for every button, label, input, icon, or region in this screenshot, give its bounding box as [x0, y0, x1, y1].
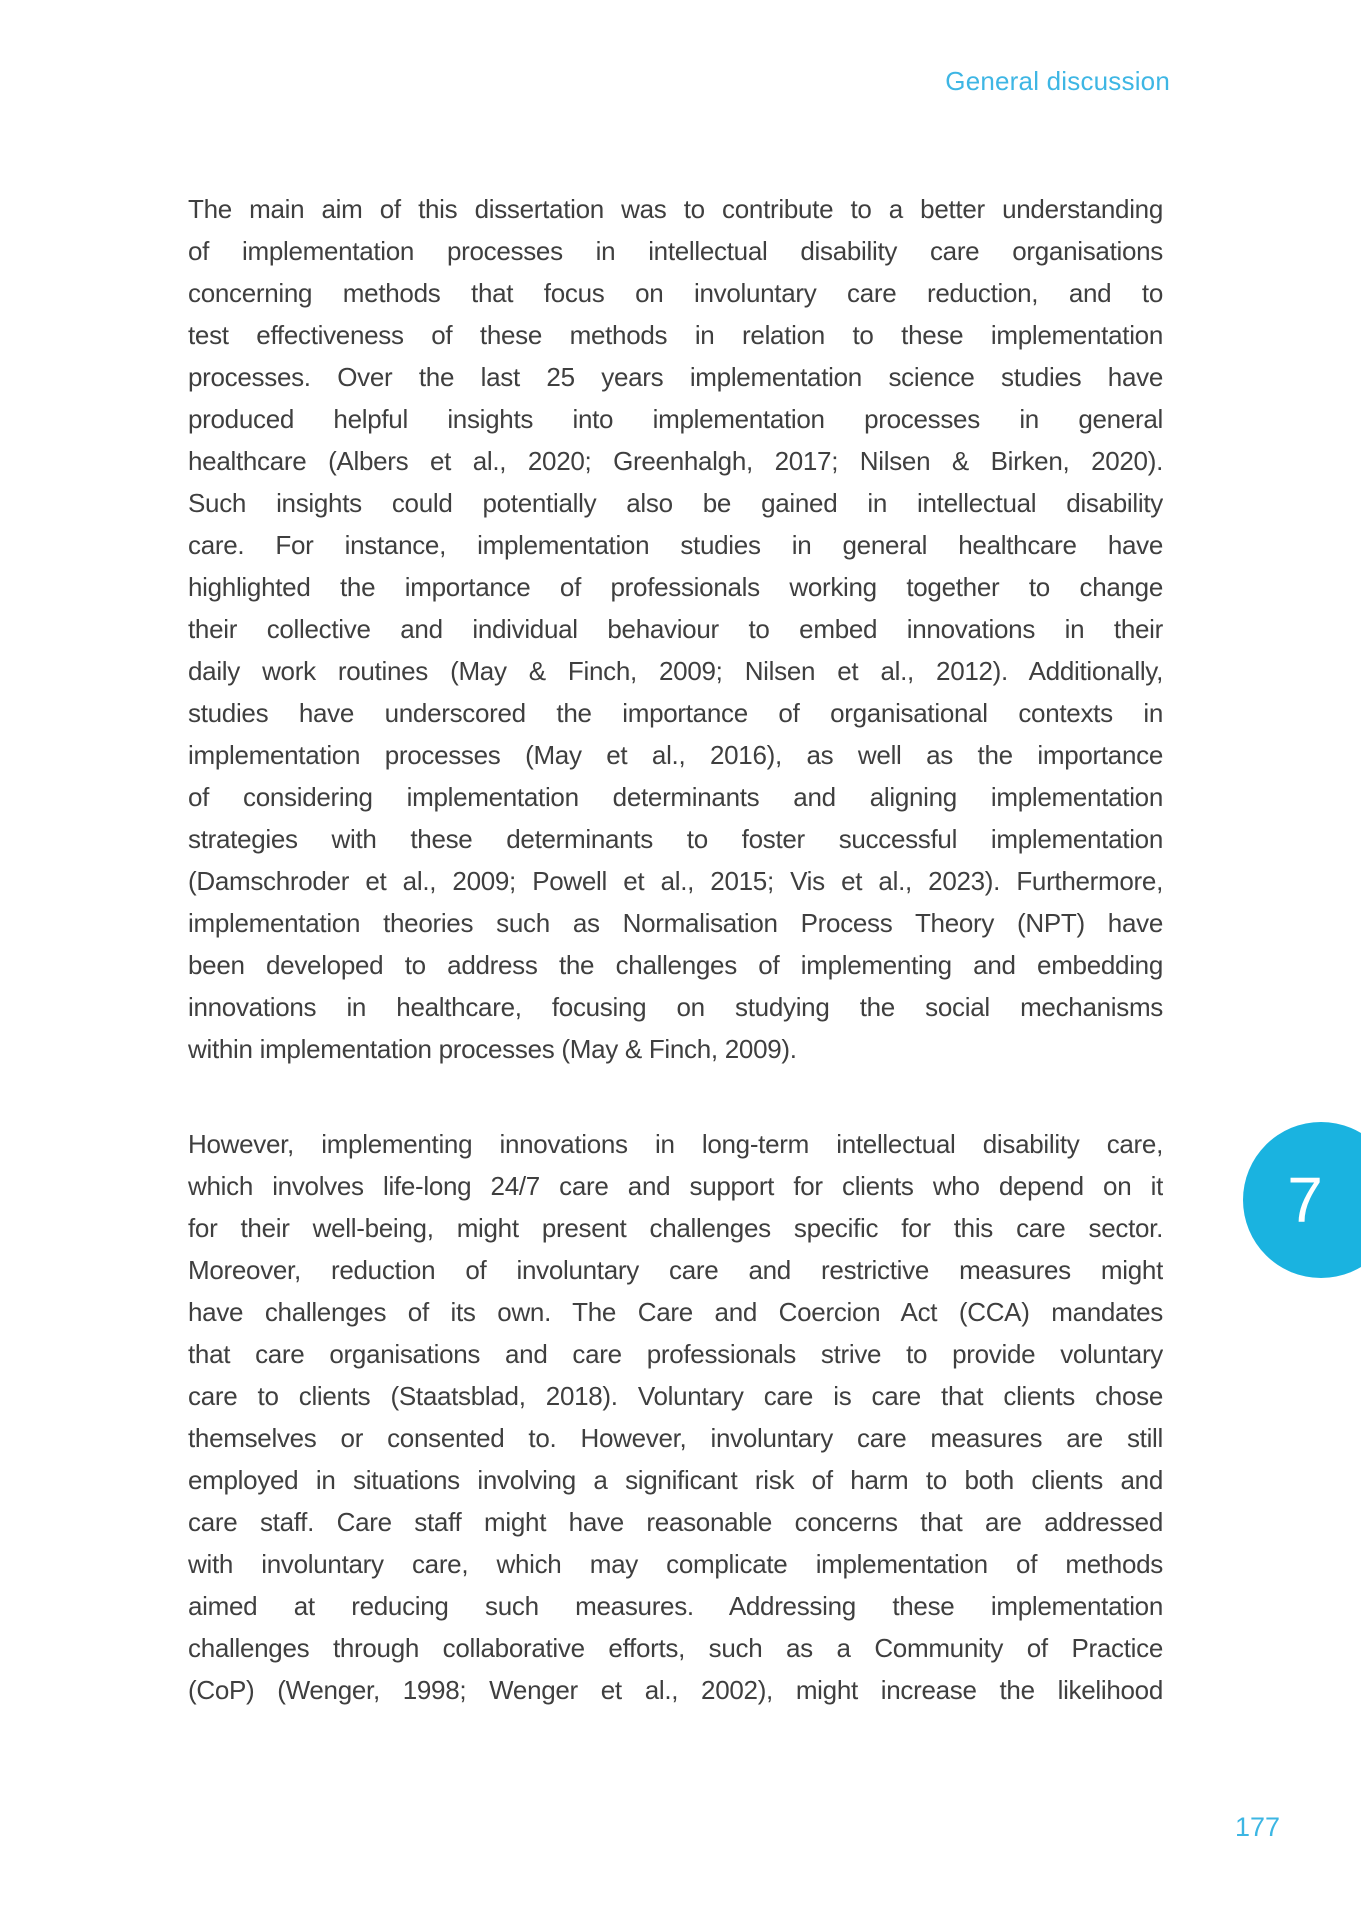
- text-line: studies have underscored the importance of organisational contexts in: [188, 698, 1163, 728]
- text-line: care. For instance, implementation studies in general healthcare have: [188, 530, 1163, 560]
- text-line: within implementation processes (May & Finch, 2009).: [188, 1034, 797, 1064]
- paragraph: [188, 1123, 1163, 1711]
- text-line: (CoP) (Wenger, 1998; Wenger et al., 2002), might increase the likelihood: [188, 1675, 1163, 1705]
- text-line: of implementation processes in intellectual disability care organisations: [188, 236, 1163, 266]
- text-line: However, implementing innovations in long-term intellectual disability care,: [188, 1129, 1163, 1159]
- text-line: care to clients (Staatsblad, 2018). Voluntary care is care that clients chose: [188, 1381, 1163, 1411]
- text-line: highlighted the importance of professionals working together to change: [188, 572, 1163, 602]
- text-line: (Damschroder et al., 2009; Powell et al., 2015; Vis et al., 2023). Furthermore,: [188, 866, 1163, 896]
- text-line: strategies with these determinants to foster successful implementation: [188, 824, 1163, 854]
- text-line: produced helpful insights into implementation processes in general: [188, 404, 1163, 434]
- text-line: daily work routines (May & Finch, 2009; Nilsen et al., 2012). Additionally,: [188, 656, 1163, 686]
- text-line: challenges through collaborative efforts, such as a Community of Practice: [188, 1633, 1163, 1663]
- text-line: The main aim of this dissertation was to contribute to a better understanding: [188, 194, 1163, 224]
- text-line: of considering implementation determinants and aligning implementation: [188, 782, 1163, 812]
- text-line: implementation theories such as Normalisation Process Theory (NPT) have: [188, 908, 1163, 938]
- text-line: Such insights could potentially also be gained in intellectual disability: [188, 488, 1163, 518]
- text-line: innovations in healthcare, focusing on studying the social mechanisms: [188, 992, 1163, 1022]
- text-line: which involves life-long 24/7 care and support for clients who depend on it: [188, 1171, 1163, 1201]
- text-line: care staff. Care staff might have reasonable concerns that are addressed: [188, 1507, 1163, 1537]
- paragraph: [188, 188, 1163, 1070]
- text-line: implementation processes (May et al., 2016), as well as the importance: [188, 740, 1163, 770]
- chapter-badge: [1243, 1122, 1361, 1278]
- text-line: their collective and individual behaviour to embed innovations in their: [188, 614, 1163, 644]
- text-line: aimed at reducing such measures. Addressing these implementation: [188, 1591, 1163, 1621]
- page-number: 177: [1234, 1812, 1280, 1842]
- text-line: that care organisations and care professionals strive to provide voluntary: [188, 1339, 1163, 1369]
- chapter-number: 7: [1287, 1164, 1323, 1236]
- running-header: General discussion: [945, 66, 1170, 96]
- text-line: concerning methods that focus on involuntary care reduction, and to: [188, 278, 1163, 308]
- text-line: been developed to address the challenges of implementing and embedding: [188, 950, 1163, 980]
- text-line: healthcare (Albers et al., 2020; Greenhalgh, 2017; Nilsen & Birken, 2020).: [188, 446, 1163, 476]
- text-line: Moreover, reduction of involuntary care and restrictive measures might: [188, 1255, 1163, 1285]
- text-line: test effectiveness of these methods in relation to these implementation: [188, 320, 1163, 350]
- text-line: processes. Over the last 25 years implementation science studies have: [188, 362, 1163, 392]
- text-line: employed in situations involving a significant risk of harm to both clients and: [188, 1465, 1163, 1495]
- content-column: [188, 188, 1163, 1711]
- text-line: themselves or consented to. However, involuntary care measures are still: [188, 1423, 1163, 1453]
- text-line: for their well-being, might present challenges specific for this care sector.: [188, 1213, 1163, 1243]
- text-line: have challenges of its own. The Care and Coercion Act (CCA) mandates: [188, 1297, 1163, 1327]
- text-line: with involuntary care, which may complicate implementation of methods: [188, 1549, 1163, 1579]
